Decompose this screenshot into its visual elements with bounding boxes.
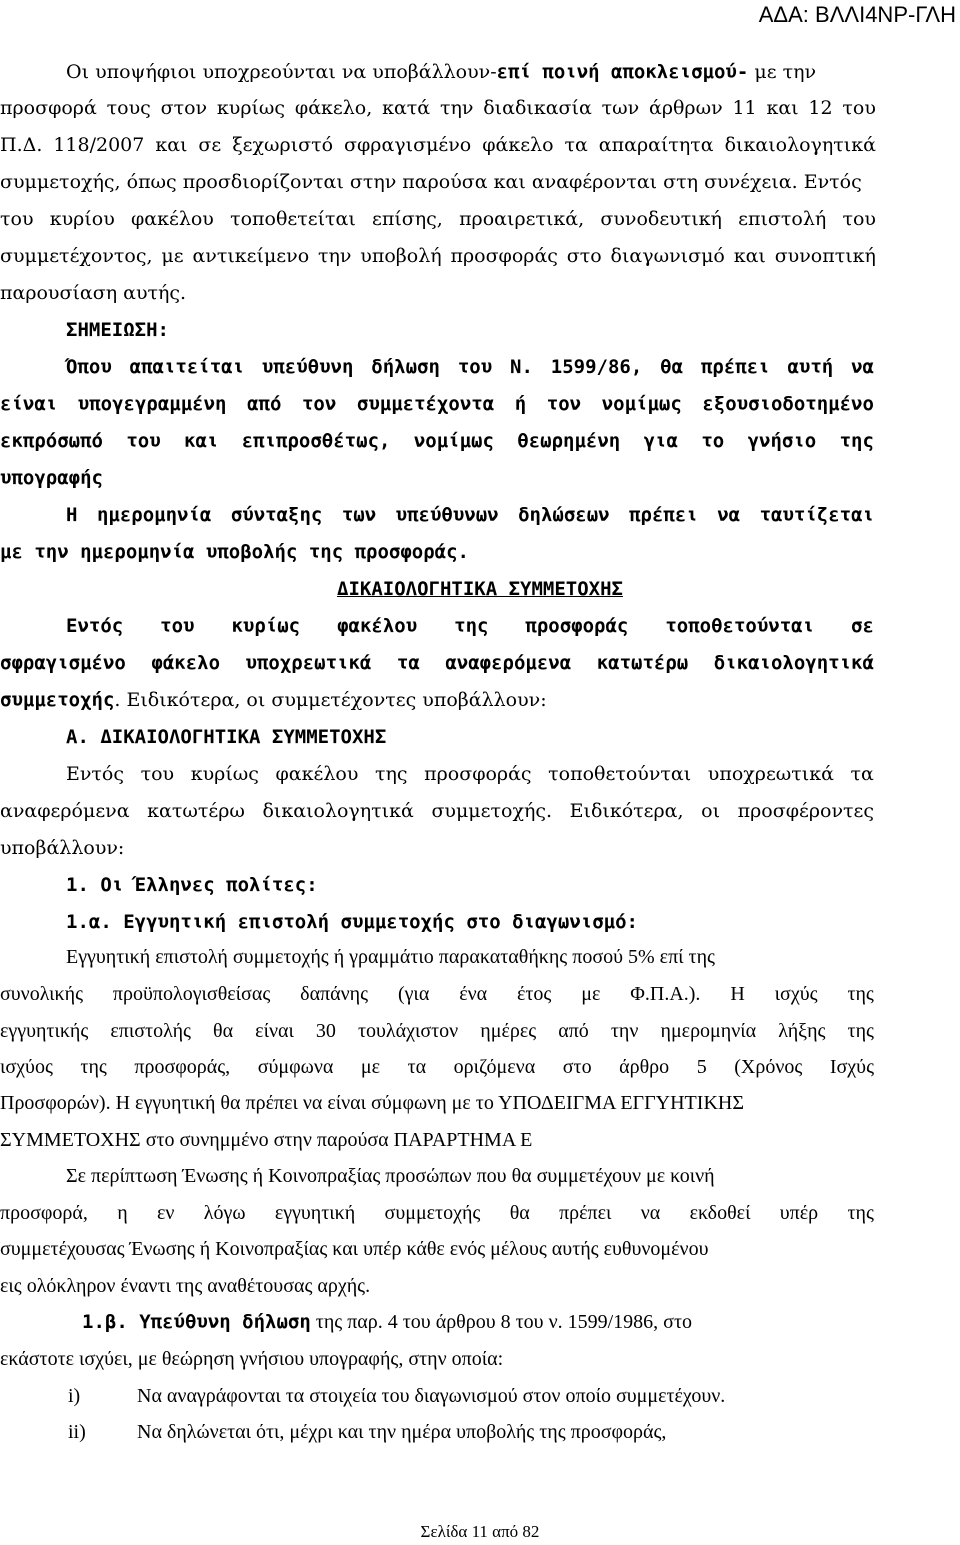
word: οι	[701, 800, 721, 822]
word: των	[601, 97, 640, 119]
note-line5	[66, 503, 874, 527]
section1-line1	[66, 614, 874, 638]
word: συνολικής	[0, 983, 84, 1005]
word: φακέλου	[337, 615, 418, 637]
sectionA-line1	[66, 762, 874, 786]
word: προσφοράς,	[134, 1056, 231, 1078]
section1-line2	[0, 651, 874, 675]
word: είναι	[255, 1020, 294, 1042]
word: κατωτέρω	[596, 652, 689, 674]
word: διαγωνισμό	[610, 245, 725, 267]
word: του	[126, 430, 161, 452]
word: είναι	[0, 393, 58, 415]
ada-code: ΑΔΑ: ΒΛΛΙ4ΝΡ-ΓΛΗ	[758, 2, 956, 27]
word: ισχύος	[0, 1056, 53, 1078]
word: τοποθετούνται	[665, 615, 815, 637]
word: πρέπει	[559, 1202, 612, 1224]
word: ημερομηνία	[660, 1020, 757, 1042]
p1-text-c: με την	[748, 61, 817, 83]
word: σε	[851, 615, 874, 637]
word: υποχρεωτικά	[707, 763, 834, 785]
guarantee-line6: ΣΥΜΜΕΤΟΧΗΣ στο συνημμένο στην παρούσα ΠΑΡΑΡΤΗΜΑ Ε	[0, 1129, 533, 1151]
word: φακέλου	[275, 763, 359, 785]
word: να	[717, 504, 741, 526]
section-title-participation: ΔΙΚΑΙΟΛΟΓΗΤΙΚΑ ΣΥΜΜΕΤΟΧΗΣ	[337, 578, 623, 600]
word: από	[558, 1020, 589, 1042]
word: για	[643, 430, 678, 452]
guarantee-line1: Εγγυητική επιστολή συμμετοχής ή γραμμάτιο παρακαταθήκης ποσού 5% επί της	[66, 946, 715, 968]
note-heading: ΣΗΜΕΙΩΣΗ:	[66, 319, 169, 341]
section1-line3	[0, 688, 547, 712]
word: απαιτείται	[129, 356, 245, 378]
word: επιπροσθέτως,	[241, 430, 391, 452]
word: σύμφωνα	[257, 1056, 334, 1078]
word: και	[733, 245, 766, 267]
word: να	[640, 1202, 661, 1224]
p1-bold-exclusion: επί ποινή αποκλεισμού-	[496, 61, 749, 83]
word: προσφορά,	[0, 1202, 88, 1224]
word: 1599/86,	[550, 356, 643, 378]
word: διαδικασία	[483, 97, 592, 119]
word: ισχύς	[774, 983, 818, 1005]
declaration-line2: εκάστοτε ισχύει, με θεώρηση γνήσιου υπογραφής, στην οποία:	[0, 1348, 504, 1370]
word: αναφερόμενα	[445, 652, 572, 674]
word: δικαιολογητικά	[724, 134, 876, 156]
word: εκδοθεί	[689, 1202, 751, 1224]
word: του	[842, 97, 876, 119]
word: Ισχύς	[829, 1056, 874, 1078]
p1-line5	[0, 207, 876, 231]
word: έτος	[517, 983, 552, 1005]
union-line2	[0, 1201, 874, 1225]
word: σφραγισμένο	[0, 652, 126, 674]
section1-bold-word: συμμετοχής	[0, 689, 115, 711]
word: υπεύθυνη	[261, 356, 354, 378]
word: Η	[730, 983, 745, 1005]
word: της	[454, 615, 489, 637]
word: υποχρεωτικά	[245, 652, 372, 674]
p1-line1	[66, 60, 816, 84]
word: κυρίου	[49, 208, 115, 230]
word: τουλάχιστον	[357, 1020, 459, 1042]
note-line1	[66, 355, 874, 379]
word: ή	[514, 393, 527, 415]
word: ταυτίζεται	[759, 504, 874, 526]
word: προσφοράς	[424, 763, 532, 785]
word: της	[847, 1020, 874, 1042]
word: λήξης	[778, 1020, 826, 1042]
declaration-item-num-1: i)	[68, 1385, 81, 1407]
word: επιστολής	[110, 1020, 191, 1042]
word: Φ.Π.Α.).	[630, 983, 701, 1005]
word: κατά	[382, 97, 431, 119]
word: Όπου	[66, 356, 112, 378]
p1-line4: συμμετοχής, όπως προσδιορίζονται στην παρούσα και αναφέρονται στη συνέχεια. Εντός	[0, 171, 862, 193]
word: (για	[397, 983, 430, 1005]
word: Ν.	[510, 356, 533, 378]
word: Η	[66, 504, 78, 526]
word: και	[155, 134, 188, 156]
declaration-number: 1.β.	[82, 1311, 140, 1333]
heading-guarantee-letter: 1.α. Εγγυητική επιστολή συμμετοχής στο διαγωνισμό:	[66, 911, 638, 933]
word: Ειδικότερα,	[569, 800, 684, 822]
word: της	[80, 1056, 107, 1078]
word: προσφέροντες	[737, 800, 874, 822]
word: εγγυητικής	[0, 1020, 89, 1042]
word: αντικείμενο	[192, 245, 310, 267]
word: συμμετέχοντος,	[0, 245, 153, 267]
word: της	[847, 983, 874, 1005]
word: υπεύθυνων	[395, 504, 499, 526]
union-line4: εις ολόκληρον έναντι της αναθέτουσας αρχής.	[0, 1275, 371, 1297]
word: νομίμως	[413, 430, 494, 452]
word: πρέπει	[700, 356, 770, 378]
word: φάκελο	[482, 134, 554, 156]
word: στον	[160, 97, 208, 119]
word: τα	[850, 763, 874, 785]
p1-line2	[0, 96, 876, 120]
word: προσφορά	[0, 97, 97, 119]
declaration-rest: της παρ. 4 του άρθρου 8 του ν. 1599/1986, στο	[310, 1311, 692, 1333]
word: δήλωση	[371, 356, 440, 378]
note-line2	[0, 392, 874, 416]
word: άρθρο	[619, 1056, 670, 1078]
word: την	[439, 97, 474, 119]
word: σε	[198, 134, 222, 156]
word: στο	[562, 1056, 592, 1078]
word: η	[117, 1202, 128, 1224]
word: των	[341, 504, 377, 526]
word: φάκελο,	[294, 97, 373, 119]
word: του	[140, 763, 175, 785]
word: την	[610, 1020, 639, 1042]
note-line4: υπογραφής	[0, 467, 103, 489]
word: προαιρετικά,	[459, 208, 585, 230]
word: ένα	[459, 983, 488, 1005]
word: φάκελο	[151, 652, 221, 674]
declaration-title: Υπεύθυνη δήλωση	[139, 1311, 311, 1333]
word: κυρίως	[216, 97, 286, 119]
word: με	[581, 983, 601, 1005]
word: επίσης,	[372, 208, 443, 230]
word: με	[360, 1056, 381, 1078]
word: υπογεγραμμένη	[77, 393, 227, 415]
word: τα	[407, 1056, 427, 1078]
word: εγγυητική	[274, 1202, 356, 1224]
word: (Χρόνος	[734, 1056, 803, 1078]
word: γνήσιο	[747, 430, 817, 452]
word: ξεχωριστό	[232, 134, 334, 156]
union-line3: συμμετέχουσας Ένωσης ή Κοινοπραξίας και υπέρ κάθε ενός μέλους αυτής ευθυνομένου	[0, 1238, 709, 1260]
p1-text-a: Οι υποψήφιοι υποχρεούνται να υποβάλλουν-	[66, 61, 497, 83]
word: τους	[106, 97, 151, 119]
word: τα	[564, 134, 588, 156]
word: στο	[566, 245, 602, 267]
word: της	[839, 430, 874, 452]
word: Π.Δ.	[0, 134, 43, 156]
word: φακέλου	[130, 208, 214, 230]
union-line1: Σε περίπτωση Ένωσης ή Κοινοπραξίας προσώπων που θα συμμετέχουν με κοινή	[66, 1165, 715, 1187]
note-line6: με την ημερομηνία υποβολής της προσφοράς.	[0, 541, 469, 563]
sectionA-title: Α. ΔΙΚΑΙΟΛΟΓΗΤΙΚΑ ΣΥΜΜΕΤΟΧΗΣ	[66, 726, 387, 748]
word: τοποθετούνται	[548, 763, 692, 785]
declaration-item-text-1: Να αναγράφονται τα στοιχεία του διαγωνισμού στον οποίο συμμετέχουν.	[137, 1385, 726, 1407]
word: τοποθετείται	[230, 208, 356, 230]
heading-greek-citizens: 1. Οι Έλληνες πολίτες:	[66, 874, 318, 896]
declaration-item-num-2: ii)	[68, 1421, 86, 1443]
word: θα	[213, 1020, 234, 1042]
word: θεωρημένη	[517, 430, 621, 452]
word: απαραίτητα	[598, 134, 714, 156]
guarantee-line2	[0, 982, 874, 1006]
p1-line3	[0, 133, 876, 157]
word: δαπάνης	[300, 983, 369, 1005]
word: 118/2007	[53, 134, 145, 156]
word: θα	[509, 1202, 530, 1224]
word: το	[701, 430, 725, 452]
word: νομίμως	[601, 393, 682, 415]
word: συμμετοχής	[384, 1202, 481, 1224]
word: να	[851, 356, 874, 378]
word: προσφοράς	[525, 615, 629, 637]
word: συμμετοχής.	[431, 800, 553, 822]
word: κατωτέρω	[147, 800, 245, 822]
word: της	[847, 1202, 874, 1224]
p1-line7: παρουσίαση αυτής.	[0, 282, 187, 304]
sectionA-line2	[0, 799, 874, 823]
word: και	[184, 430, 219, 452]
word: 30	[315, 1020, 336, 1042]
page-number: Σελίδα 11 από 82	[420, 1522, 540, 1541]
word: προϋπολογισθείσας	[112, 983, 271, 1005]
word: εξουσιοδοτημένο	[702, 393, 874, 415]
word: επιστολή	[738, 208, 827, 230]
word: Εντός	[66, 615, 124, 637]
note-line3	[0, 429, 874, 453]
word: εκπρόσωπό	[0, 430, 103, 452]
guarantee-line3	[0, 1019, 874, 1043]
word: κυρίως	[231, 615, 301, 637]
word: του	[160, 615, 195, 637]
word: δικαιολογητικά	[262, 800, 414, 822]
word: υποβολή	[360, 245, 442, 267]
word: ημέρες	[480, 1020, 537, 1042]
p1-line6	[0, 244, 876, 268]
word: άρθρων	[648, 97, 723, 119]
word: ημερομηνία	[96, 504, 212, 526]
word: δικαιολογητικά	[713, 652, 874, 674]
word: από	[247, 393, 282, 415]
guarantee-line4	[0, 1055, 874, 1079]
word: 12	[808, 97, 833, 119]
word: τον	[546, 393, 582, 415]
word: υπέρ	[779, 1202, 819, 1224]
word: σύνταξης	[230, 504, 323, 526]
declaration-line1	[82, 1310, 692, 1334]
word: 11	[732, 97, 757, 119]
word: 5	[696, 1056, 707, 1078]
word: σφραγισμένο	[344, 134, 472, 156]
word: την	[318, 245, 352, 267]
guarantee-line5: Προσφορών). Η εγγυητική θα πρέπει να είναι σύμφωνη με το ΥΠΟΔΕΙΓΜΑ ΕΓΓΥΗΤΙΚΗΣ	[0, 1092, 744, 1114]
word: συνοπτική	[774, 245, 876, 267]
word: δηλώσεων	[518, 504, 610, 526]
section1-text: . Ειδικότερα, οι συμμετέχοντες υποβάλλουν:	[114, 689, 547, 711]
word: του	[457, 356, 493, 378]
word: τα	[396, 652, 420, 674]
word: συμμετέχοντα	[356, 393, 495, 415]
word: και	[766, 97, 799, 119]
word: εν	[157, 1202, 175, 1224]
word: κυρίως	[190, 763, 259, 785]
word: Εντός	[66, 763, 125, 785]
word: του	[842, 208, 876, 230]
word: της	[374, 763, 408, 785]
word: πρέπει	[629, 504, 698, 526]
word: λόγω	[203, 1202, 246, 1224]
word: με	[161, 245, 184, 267]
word: οριζόμενα	[453, 1056, 536, 1078]
word: τον	[301, 393, 337, 415]
word: αυτή	[787, 356, 834, 378]
word: συνοδευτική	[600, 208, 722, 230]
word: προσφοράς	[450, 245, 558, 267]
sectionA-line3: υποβάλλουν:	[0, 837, 125, 859]
declaration-item-text-2: Να δηλώνεται ότι, μέχρι και την ημέρα υποβολής της προσφοράς,	[137, 1421, 667, 1443]
word: του	[0, 208, 34, 230]
word: αναφερόμενα	[0, 800, 130, 822]
word: θα	[660, 356, 684, 378]
